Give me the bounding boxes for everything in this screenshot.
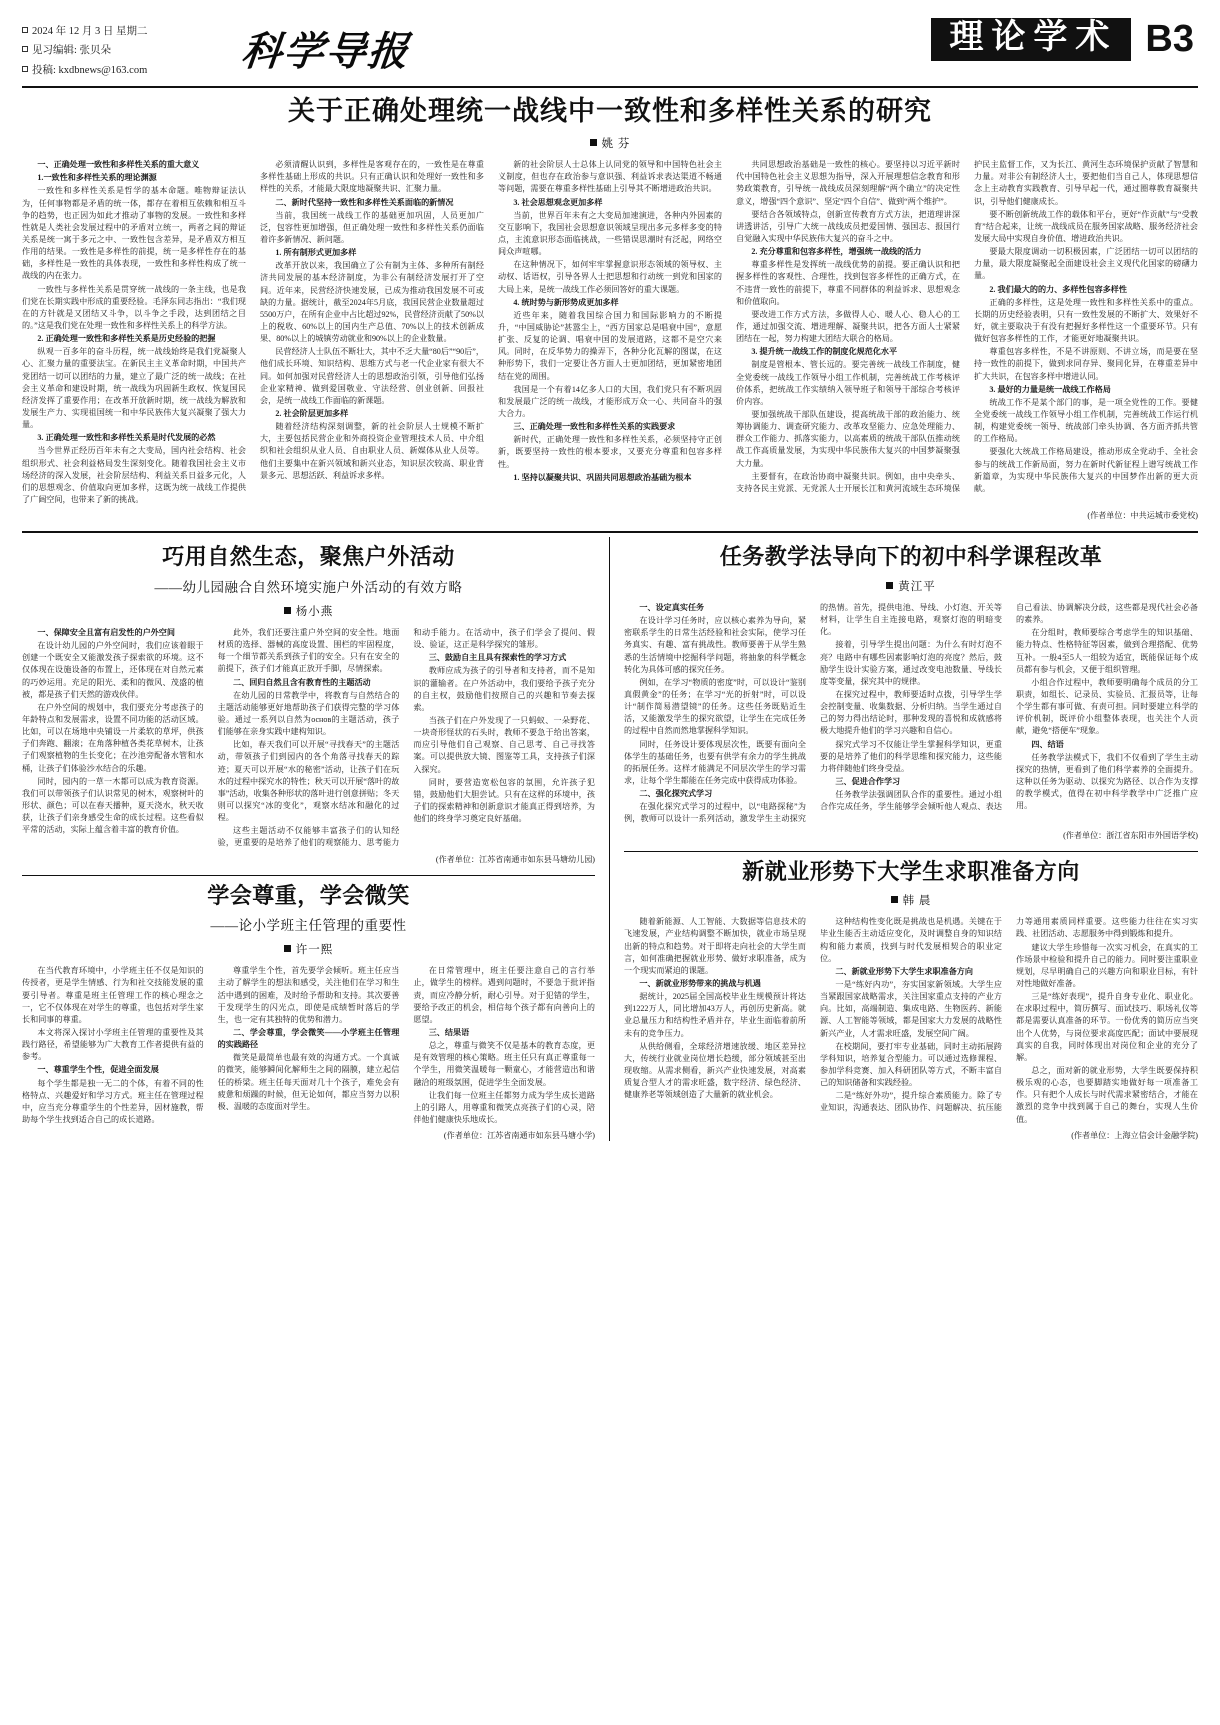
- article-respect-affiliation: (作者单位：江苏省南通市如东县马塘小学): [443, 1131, 595, 1141]
- paragraph: 比如，春天我们可以开展“寻找春天”的主题活动，带领孩子们到园内的各个角落寻找春天的踪迹；夏天可以开展“水的秘密”活动，让孩子们在玩水的过程中探究水的特性；秋天可以开展“落叶的故事”活动，收集各种形状的落叶进行创意拼贴；冬天则可以探究“冰的变化”，观察水结冰和融化的过程。: [217, 740, 400, 823]
- article-outdoor-subtitle: ——幼儿园融合自然环境实施户外活动的有效方略: [154, 579, 463, 595]
- paragraph: 接着，引导学生提出问题：为什么有时灯泡不亮？电路中有哪些因素影响灯泡的亮度？然后，鼓励学生设计实验方案，通过改变电池数量、导线长度等变量，探究其中的规律。: [820, 640, 1002, 686]
- paragraph: 同时，要营造宽松包容的氛围，允许孩子犯错，鼓励他们大胆尝试。只有在这样的环境中，孩子们的探索精神和创新意识才能真正得到培养，为他们的终身学习奠定良好基础。: [413, 777, 595, 824]
- paragraph: 当孩子们在户外发现了一只蚂蚁、一朵野花、一块奇形怪状的石头时，教师不要急于给出答案，而应引导他们自己观察、自己思考、自己寻找答案。可以提供放大镜、图鉴等工具，支持孩子们深入探究。: [413, 715, 595, 774]
- article-science-byline: [624, 578, 1198, 594]
- lower-right-column: [610, 537, 1198, 1141]
- article-respect-byline: [22, 941, 595, 957]
- paragraph: 主要督有，在政治协商中凝聚共识。例如，由中央牵头、支持各民主党派、无党派人士开展长江和黄河流域生态环境保护民主监督工作，又为长江、黄河生态环境保护贡献了智慧和力量。对非公有制经济人士，要把他们当自己人，体现思想信念上主动教育实践教育、引导早起一代，通过圈尊教育凝聚共识，引导他们健康成长。: [736, 160, 1198, 493]
- masthead: [22, 18, 1198, 88]
- paragraph: 一、保障安全且富有启发性的户外空间: [37, 627, 175, 637]
- paragraph: 二、强化探究式学习: [639, 789, 713, 799]
- paragraph: 据统计，2025届全国高校毕业生规模预计将达到1222万人，同比增加43万人，再创历史新高。就业总量压力和结构性矛盾并存，毕业生面临着前所未有的竞争压力。: [624, 992, 806, 1038]
- lead-article-body: [22, 159, 1198, 506]
- paragraph: 一、设定真实任务: [639, 602, 705, 612]
- paragraph: 一、新就业形势带来的挑战与机遇: [639, 979, 761, 989]
- paragraph: 三、促进合作学习: [835, 776, 901, 786]
- byline-marker-icon: [886, 582, 893, 589]
- paragraph: 要改进工作方式方法，多做得人心、暖人心、稳人心的工作，通过加强交流、增进理解、凝聚共识，把各方面人士紧紧团结在一起，努力构建大团结大联合的格局。: [736, 309, 960, 344]
- article-respect: [22, 876, 595, 1142]
- paragraph: 当前，世界百年未有之大变局加速演进，各种内外因素的交互影响下，我国社会思想意识领域呈现出多元多样多变的特点，主流意识形态面临挑战，一些错误思潮时有泛起，网络空间众声喧哪。: [498, 210, 722, 257]
- article-outdoor-author: 杨小燕: [295, 605, 334, 618]
- paragraph: 我国是一个有着14亿多人口的大国，我们党只有不断巩固和发展最广泛的统一战线，才能形成万众一心、共同奋斗的强大合力。: [498, 384, 722, 419]
- paragraph: 总之，尊重与微笑不仅是基本的教育态度，更是有效管理的核心策略。班主任只有真正尊重每一个学生，用微笑温暖每一颗童心，才能营造出和谐融洽的班级氛围，促进学生全面发展。: [413, 1041, 595, 1087]
- lead-article-affiliation: (作者单位：中共运城市委党校): [1087, 511, 1198, 521]
- paragraph: 在这种情况下，如何牢牢掌握意识形态领域的领导权、主动权、话语权，引导各界人士把思想和行动统一到党和国家的大局上来，是统一战线工作必须回答好的重大课题。: [498, 260, 722, 294]
- paragraph: 从供给侧看，全球经济增速放缓、地区差异拉大，传统行业就业岗位增长趋缓，部分领域甚至出现收缩。从需求侧看，新兴产业快速发展，对高素质复合型人才的需求旺盛，数字经济、绿色经济、健康养老等领域创造了大量新的就业机会。: [624, 1041, 806, 1100]
- paragraph: 要加强统战干部队伍建设，提高统战干部的政治能力、统筹协调能力、调查研究能力、改革攻坚能力、应急处理能力、群众工作能力、抓落实能力，以高素质的统战干部队伍推动统战工作高质量发展，为实现中华民族伟大复兴的中国梦凝聚强大力量。: [736, 410, 960, 468]
- paragraph: 一致性与多样性关系是贯穿统一战线的一条主线，也是我们党在长期实践中形成的重要经验。毛泽东同志指出：“我们现在的方针就是又团结又斗争，以斗争之手段，达到团结之目的。”这是我们党在处理一致性和多样性关系上的科学方法。: [22, 284, 246, 331]
- square-bullet-icon: [22, 46, 28, 52]
- paragraph: 二、回归自然且含有教育性的主题活动: [233, 677, 371, 687]
- paragraph: 在设计学习任务时，应以核心素养为导向，紧密联系学生的日常生活经验和社会实际，使学习任务真实、有趣、富有挑战性。教师要善于从学生熟悉的生活情境中挖掘科学问题，将抽象的科学概念转化为具体可感的探究任务。: [624, 616, 806, 674]
- paragraph: 同时，园内的一草一木都可以成为教育资源。我们可以带领孩子们认识常见的树木，观察树叶的形状、颜色；可以在春天播种，夏天浇水，秋天收获，让孩子们亲身感受生命的成长过程。这些看似平常的活动，实际上蕴含着丰富的教育价值。: [22, 776, 204, 835]
- paragraph: 尊重包容多样性，不是不讲原则、不讲立场，而是要在坚持一致性的前提下，做到求同存异、聚同化异，在尊重差异中扩大共识，在包容多样中增进认同。: [974, 347, 1198, 381]
- lead-article-byline: [22, 135, 1198, 151]
- paragraph: 要结合各领域特点，创新宣传教育方式方法，把道理讲深讲透讲活，引导广大统一战线成员把爱国情、强国志、报国行自觉融入实现中华民族伟大复兴的奋斗之中。: [736, 209, 960, 244]
- section-badge: 理论学术: [931, 18, 1131, 61]
- article-outdoor-title: 巧用自然生态，聚焦户外活动: [162, 544, 455, 570]
- masthead-logo: [232, 18, 931, 77]
- paragraph: 建议大学生珍惜每一次实习机会，在真实的工作场景中检验和提升自己的能力。同时要注重职业规划，尽早明确自己的兴趣方向和职业目标，有针对性地做好准备。: [1016, 942, 1198, 989]
- paragraph: 在幼儿园的日常教学中，将教育与自然结合的主题活动能够更好地帮助孩子们获得完整的学习体验。通过一系列以自然为основ的主题活动，孩子们能够在亲身实践中建构知识。: [217, 690, 400, 737]
- paragraph: 随着新能源、人工智能、大数据等信息技术的飞速发展，产业结构调整不断加快，就业市场呈现出新的特点和趋势。对于即将走向社会的大学生而言，如何准确把握就业形势、做好求职准备，成为一个现实而紧迫的课题。: [624, 917, 806, 975]
- paragraph: 必须清醒认识到，多样性是客观存在的，一致性是在尊重多样性基础上形成的共识。只有正确认识和处理好一致性和多样性的关系，才能最大限度地凝聚共识、汇聚力量。: [260, 160, 484, 194]
- paragraph: 2. 充分尊重和包容多样性，增强统一战线的活力: [751, 247, 922, 257]
- byline-marker-icon: [284, 607, 291, 614]
- masthead-mail-row: [22, 61, 232, 80]
- paragraph: 共同思想政治基础是一致性的核心。要坚持以习近平新时代中国特色社会主义思想为指导，深入开展理想信念教育和形势政策教育，引导统一战线成员深刻理解“两个确立”的决定性意义，增强“四个意识”、坚定“四个自信”、做到“两个维护”。: [736, 160, 960, 206]
- paragraph: 1.一致性和多样性关系的理论渊源: [37, 173, 157, 183]
- paragraph: 在当代教育环境中，小学班主任不仅是知识的传授者，更是学生情感、行为和社交技能发展的重要引导者。尊重是班主任管理工作的核心理念之一，它不仅体现在对学生的尊重，也包括对学生家长和同事的尊重。: [22, 966, 204, 1024]
- paragraph: 在户外空间的规划中，我们要充分考虑孩子的年龄特点和发展需求，设置不同功能的活动区域。比如，可以在场地中央铺设一片柔软的草坪，供孩子们奔跑、翻滚；在角落种植各类花草树木，让孩子们观察植物的生长变化；在沙池旁配备水管和水桶，让孩子们体验沙水结合的乐趣。: [22, 702, 204, 773]
- paragraph: 二是“练好外功”，提升综合素质能力。除了专业知识，沟通表达、团队协作、问题解决、抗压能力等通用素质同样重要。这些能力往往在实习实践、社团活动、志愿服务中得到锻炼和提升。: [820, 917, 1198, 1113]
- masthead-info: [22, 18, 232, 80]
- paragraph: 在日常管理中，班主任要注意自己的言行举止，做学生的榜样。遇到问题时，不要急于批评指责，而应冷静分析，耐心引导。对于犯错的学生，要给予改正的机会，相信每个孩子都有向善向上的愿望。: [413, 966, 595, 1024]
- paragraph: 此外，我们还要注重户外空间的安全性。地面材质的选择、器械的高度设置、围栏的牢固程度，每一个细节都关系到孩子们的安全。只有在安全的前提下，孩子们才能真正放开手脚，尽情探索。: [217, 627, 400, 674]
- paragraph: 尊重多样性是发挥统一战线优势的前提。要正确认识和把握多样性的客观性、合理性，找到包容多样性的正确方式，在不违背一致性的前提下，尊重不同群体的利益诉求、思想观念和价值取向。: [736, 260, 960, 306]
- article-science-body: [624, 602, 1198, 826]
- paragraph: 二、新时代坚持一致性和多样性关系面临的新情况: [275, 197, 454, 207]
- paragraph: 任务教学法模式下，我们不仅看到了学生主动探究的热情，更看到了他们科学素养的全面提升。这种以任务为驱动、以探究为路径、以合作为支撑的教学模式，值得在初中科学教学中广泛推广应用。: [1016, 752, 1198, 811]
- paragraph: 要强化大统战工作格局建设，推动形成全党动手、全社会参与的统战工作新局面，努力在新时代新征程上谱写统战工作新篇章，为实现中华民族伟大复兴的中国梦作出新的更大贡献。: [974, 447, 1198, 493]
- paragraph: 改革开放以来，我国确立了公有制为主体、多种所有制经济共同发展的基本经济制度，为非公有制经济发展打开了空间。近年来，民营经济快速发展，已成为推动我国发展不可或缺的力量。据统计，截至2024年5月底，我国民营企业数量超过5500万户，在所有企业中占比超过92%，民营经济贡献了50%以上的税收、60%以上的国内生产总值、70%以上的技术创新成果、80%以上的城镇劳动就业和90%以上的企业数量。: [260, 261, 484, 344]
- square-bullet-icon: [22, 66, 28, 72]
- paragraph: 2. 正确处理一致性和多样性关系是历史经验的把握: [37, 334, 216, 344]
- paragraph: 这些主题活动不仅能够丰富孩子们的认知经验，更重要的是培养了他们的观察能力、思考能力和动手能力。在活动中，孩子们学会了提问、假设、验证，这正是科学探究的雏形。: [217, 627, 595, 848]
- article-employment: [624, 852, 1198, 1141]
- paragraph: 三、结果语: [428, 1028, 470, 1038]
- paragraph: 3. 正确处理一致性和多样性关系是时代发展的必然: [37, 433, 216, 443]
- paragraph: 二、新就业形势下大学生求职准备方向: [835, 966, 973, 976]
- paragraph: 教师应成为孩子的引导者和支持者，而不是知识的灌输者。在户外活动中，我们要给予孩子充分的自主权，鼓励他们按照自己的兴趣和节奏去探索。: [413, 666, 595, 712]
- article-science-author: 黄江平: [898, 580, 936, 593]
- masthead-email: 投稿: kxdbnews@163.com: [32, 64, 148, 76]
- lead-article-author: 姚 芬: [601, 138, 631, 151]
- article-employment-byline: [624, 892, 1198, 908]
- paragraph: 同时，任务设计要体现层次性，既要有面向全体学生的基础任务，也要有供学有余力的学生挑战的拓展任务。这样才能满足不同层次学生的学习需求，让每个学生都能在任务完成中获得成功体验。: [624, 739, 806, 785]
- paragraph: 四、结语: [1031, 739, 1064, 749]
- byline-marker-icon: [284, 945, 291, 952]
- paragraph: 2. 我们最大的的力、多样性包容多样性: [989, 284, 1127, 294]
- paragraph: 小组合作过程中，教师要明确每个成员的分工职责，如组长、记录员、实验员、汇报员等，让每个学生都有事可做、有责可担。同时要建立科学的评价机制，既评价小组整体表现，也关注个人贡献，避免“搭便车”现象。: [1016, 677, 1198, 736]
- paragraph: 任务教学法强调团队合作的重要性。通过小组合作完成任务，学生能够学会倾听他人观点、表达自己看法、协调解决分歧，这些都是现代社会必备的素养。: [820, 602, 1198, 812]
- paragraph: 要不断创新统战工作的载体和平台，更好“作贡献”与“受教育”结合起来，让统一战线成员在服务国家战略、服务经济社会发展大局中实现自身价值、增进政治共识。: [974, 209, 1198, 244]
- paragraph: 随着经济结构深刻调整，新的社会阶层人士规模不断扩大，主要包括民营企业和外商投资企业管理技术人员、中介组织和社会组织从业人员、自由职业人员、新媒体从业人员等。他们主要集中在新兴领域和新兴业态，知识层次较高、职业背景多元、思想活跃、利益诉求多样。: [260, 422, 484, 480]
- paragraph: 三、正确处理一致性和多样性关系的实践要求: [513, 422, 676, 432]
- paragraph: 例如，在学习“物质的密度”时，可以设计“鉴别真假黄金”的任务；在学习“光的折射”时，可以设计“制作简易潜望镜”的任务。这些任务既贴近生活，又能激发学生的探究欲望，让学生在完成任务的过程中自然而然地掌握科学知识。: [624, 677, 806, 736]
- paragraph: 制度是管根本、管长远的。要完善统一战线工作制度，健全党委统一战线工作领导小组工作机制，完善统战工作考核评价体系，把统战工作实绩纳入领导班子和领导干部综合考核评价内容。: [736, 360, 960, 406]
- paragraph: 三、鼓励自主且具有探索性的学习方式: [428, 653, 567, 663]
- paragraph: 1. 坚持以凝聚共识、巩固共同思想政治基础为根本: [513, 472, 692, 482]
- lower-left-column: [22, 537, 610, 1141]
- article-employment-body: [624, 916, 1198, 1125]
- paragraph: 民营经济人士队伍不断壮大，其中不乏大量“80后”“90后”，他们成长环境、知识结构、思维方式与老一代企业家有很大不同。如何加强对民营经济人士的思想政治引领，引导他们弘扬企业家精神、做到爱国敬业、守法经营、创业创新、回报社会，是统一战线工作面临的新课题。: [260, 347, 484, 405]
- paragraph: 尊重学生个性，首先要学会倾听。班主任应当主动了解学生的想法和感受，关注他们在学习和生活中遇到的困难，及时给予帮助和支持。其次要善于发现学生的闪光点，即使是成绩暂时落后的学生，也一定有其独特的优势和潜力。: [217, 966, 400, 1024]
- paragraph: 在强化探究式学习的过程中，以“电路探秘”为例，教师可以设计一系列活动，激发学生主动探究的热情。首先，提供电池、导线、小灯泡、开关等材料，让学生自主连接电路，观察灯泡的明暗变化。: [624, 602, 1002, 824]
- paragraph: 让我们每一位班主任都努力成为学生成长道路上的引路人，用尊重和微笑点亮孩子们的心灵，陪伴他们健康快乐地成长。: [413, 1090, 595, 1125]
- paragraph: 3. 最好的力量是统一战线工作格局: [989, 384, 1111, 394]
- paragraph: 一、正确处理一致性和多样性关系的重大意义: [37, 160, 200, 170]
- paragraph: 4. 统时势与新形势成更加多样: [513, 297, 619, 307]
- paragraph: 每个学生都是独一无二的个体，有着不同的性格特点、兴趣爱好和学习方式。班主任在管理过程中，应当充分尊重学生的个性差异，因材施教，帮助每个学生找到适合自己的成长道路。: [22, 1078, 204, 1125]
- paragraph: 一致性和多样性关系是哲学的基本命题。唯物辩证法认为，任何事物都是矛盾的统一体，都存在着相互依赖和相互斗争的趋势，也正因为如此才推动了事物的发展。一致性和多样性就是人类社会发展过程中的矛盾对立统一，两者之间的辩证关系是统一寓于多元之中、一致性包含差异，是矛盾双方相互作用的结果。一致性是多样性的前提，统一是多样性存在的基础，多样性是一致性的具体表现，一致性和多样性构成了统一战线的内在张力。: [22, 186, 246, 281]
- paragraph: 正确的多样性，这是处理一致性和多样性关系中的重点。长期的历史经验表明，只有一致性发展的不断扩大、效果好不好，就主要取决于有没有把握好多样性这一个重要环节。只有做好包容多样性的工作，才能更好地凝聚共识。: [974, 297, 1198, 344]
- article-employment-author: 韩 晨: [902, 895, 932, 908]
- article-respect-body: [22, 965, 595, 1126]
- paragraph: 在探究过程中，教师要适时点拨，引导学生学会控制变量、收集数据、分析归纳。当学生通过自己的努力得出结论时，那种发现的喜悦和成就感将极大地提升他们的学习兴趣和自信心。: [820, 689, 1002, 736]
- page-number: B3: [1145, 18, 1194, 60]
- lead-article-title: 关于正确处理统一战线中一致性和多样性关系的研究: [288, 96, 932, 127]
- paragraph: 本文将深入探讨小学班主任管理的重要性及其践行路径，希望能够为广大教育工作者提供有益的参考。: [22, 1028, 204, 1062]
- paragraph: 新的社会阶层人士总体上认同党的领导和中国特色社会主义制度，但也存在政治参与意识强、利益诉求表达渠道不畅通等问题，需要在尊重多样性基础上引导其不断增进政治共识。: [498, 160, 722, 194]
- article-outdoor-affiliation: (作者单位：江苏省南通市如东县马塘幼儿园): [435, 854, 595, 864]
- masthead-date-row: [22, 22, 232, 41]
- masthead-section: [931, 18, 1198, 61]
- article-respect-title: 学会尊重，学会微笑: [207, 882, 410, 908]
- paragraph: 一、尊重学生个性，促进全面发展: [37, 1065, 159, 1075]
- masthead-editor: 见习编辑: 张贝朵: [32, 45, 112, 57]
- paragraph: 3. 社会思想观念更加多样: [513, 197, 603, 207]
- paragraph: 当今世界正经历百年未有之大变局，国内社会结构、社会组织形式、社会利益格局发生深刻变化。随着我国社会主义市场经济的深入发展，社会阶层结构、利益关系日益多元化，人们的思想观念、价值取向更加多样，这既为统一战线工作提供了广阔空间，也带来了新的挑战。: [22, 446, 246, 504]
- article-outdoor-body: [22, 627, 595, 850]
- article-outdoor-byline: [22, 603, 595, 619]
- article-science: [624, 537, 1198, 840]
- masthead-editor-row: [22, 41, 232, 60]
- byline-marker-icon: [590, 139, 597, 146]
- article-respect-author: 许一熙: [295, 944, 334, 957]
- paragraph: 二、学会尊重，学会微笑——小学班主任管理的实践路径: [217, 1028, 400, 1050]
- byline-marker-icon: [891, 896, 898, 903]
- square-bullet-icon: [22, 27, 28, 33]
- article-science-affiliation: (作者单位：浙江省东阳市外国语学校): [1063, 830, 1198, 840]
- article-employment-title: 新就业形势下大学生求职准备方向: [742, 858, 1080, 884]
- paragraph: 三是“练好表现”，提升自身专业化、职业化。在求职过程中，简历撰写、面试技巧、职场礼仪等都是需要认真准备的环节。一份优秀的简历应当突出个人优势，与岗位要求高度匹配；面试中要展现真实的自我，同时体现出对岗位和企业的充分了解。: [1016, 992, 1198, 1062]
- paragraph: 3. 提升统一战线工作的制度化规范化水平: [751, 347, 898, 357]
- paragraph: 微笑是最简单也最有效的沟通方式。一个真诚的微笑，能够瞬间化解师生之间的隔膜，建立起信任的桥梁。班主任每天面对几十个孩子，难免会有疲惫和烦躁的时候，但无论如何，都应当努力以积极、温暖的态度面对学生。: [217, 1053, 400, 1111]
- paragraph: 2. 社会阶层更加多样: [275, 409, 349, 419]
- lower-section: [22, 537, 1198, 1141]
- paragraph: 这种结构性变化既是挑战也是机遇。关键在于毕业生能否主动适应变化，及时调整自身的知识结构和能力素质，找到与时代发展相契合的职业定位。: [820, 917, 1002, 963]
- paragraph: 1. 所有制形式更加多样: [275, 248, 357, 258]
- paragraph: 在分组时，教师要综合考虑学生的知识基础、能力特点、性格特征等因素，做到合理搭配、优势互补。一般4至5人一组较为适宜，既能保证每个成员都有参与机会，又便于组织管理。: [1016, 628, 1198, 674]
- paper-name: 科学导报: [239, 29, 413, 74]
- divider: [22, 531, 1198, 533]
- article-outdoor: [22, 537, 595, 864]
- paragraph: 近些年来，随着我国综合国力和国际影响力的不断提升，“中国威胁论”甚嚣尘上，“西方国家总是唱衰中国”，意愿扩张、反复的论调、唱衰中国的发展道路，这都不是空穴来风。同时，在反华势力的操弄下，各种分化瓦解的图谋，在这种形势下，我们一定要让各方面人士更加团结，更加紧密地团结在党的周围。: [498, 310, 722, 381]
- paragraph: 探究式学习不仅能让学生掌握科学知识，更重要的是培养了他们的科学思维和探究能力，这些能力将伴随他们终身受益。: [820, 739, 1002, 773]
- lead-article: [22, 88, 1198, 521]
- paragraph: 总之，面对新的就业形势，大学生既要保持积极乐观的心态，也要脚踏实地做好每一项准备工作。只有把个人成长与时代需求紧密结合，才能在激烈的竞争中找到属于自己的舞台，实现人生价值。: [1016, 1066, 1198, 1124]
- article-science-title: 任务教学法导向下的初中科学课程改革: [719, 544, 1103, 570]
- paragraph: 纵观一百多年的奋斗历程，统一战线始终是我们党凝聚人心、汇聚力量的重要法宝。在新民主主义革命时期，中国共产党团结一切可以团结的力量，建立了最广泛的统一战线；在社会主义革命和建设时期，统一战线为巩固新生政权、恢复国民经济发挥了重要作用；在改革开放新时期，统一战线为解放和发展生产力、实现祖国统一和中华民族伟大复兴凝聚了强大力量。: [22, 347, 246, 430]
- paragraph: 在校期间，要打牢专业基础，同时主动拓展跨学科知识，培养复合型能力。可以通过选修课程、参加学科竞赛、加入科研团队等方式，不断丰富自己的知识储备和实践经验。: [820, 1041, 1002, 1088]
- paragraph: 在设计幼儿园的户外空间时，我们应该着眼于创建一个既安全又能激发孩子探索欲的环境。这不仅体现在设施设备的布置上，还体现在对自然元素的巧妙运用。充足的阳光、柔和的微风、茂盛的植被，都是孩子们天然的游戏伙伴。: [22, 641, 204, 699]
- paragraph: 一是“练好内功”，夯实国家新领域。大学生应当紧跟国家战略需求，关注国家重点支持的产业方向。比如，高端制造、集成电路、生物医药、新能源、人工智能等领域，都是国家大力发展的战略性新兴产业，人才需求旺盛，发展空间广阔。: [820, 980, 1002, 1038]
- article-employment-affiliation: (作者单位：上海立信会计金融学院): [1071, 1130, 1198, 1140]
- paragraph: 要最大限度调动一切积极因素，广泛团结一切可以团结的力量，最大限度凝聚起全面建设社会主义现代化国家的磅礴力量。: [974, 247, 1198, 281]
- article-respect-subtitle: ——论小学班主任管理的重要性: [210, 918, 407, 934]
- paragraph: 统战工作不是某个部门的事，是一项全党性的工作。要健全党委统一战线工作领导小组工作机制，完善统战工作运行机制，构建党委统一领导、统战部门牵头协调、各方面齐抓共管的工作格局。: [974, 397, 1198, 444]
- masthead-date: 2024 年 12 月 3 日 星期二: [32, 26, 148, 37]
- paragraph: 新时代，正确处理一致性和多样性关系，必须坚持守正创新，既要坚持一致性的根本要求，又要充分尊重和包容多样性。: [498, 435, 722, 469]
- paragraph: 当前，我国统一战线工作的基础更加巩固，人员更加广泛，包容性更加增强，但正确处理一致性和多样性关系仍面临着许多新情况、新问题。: [260, 210, 484, 245]
